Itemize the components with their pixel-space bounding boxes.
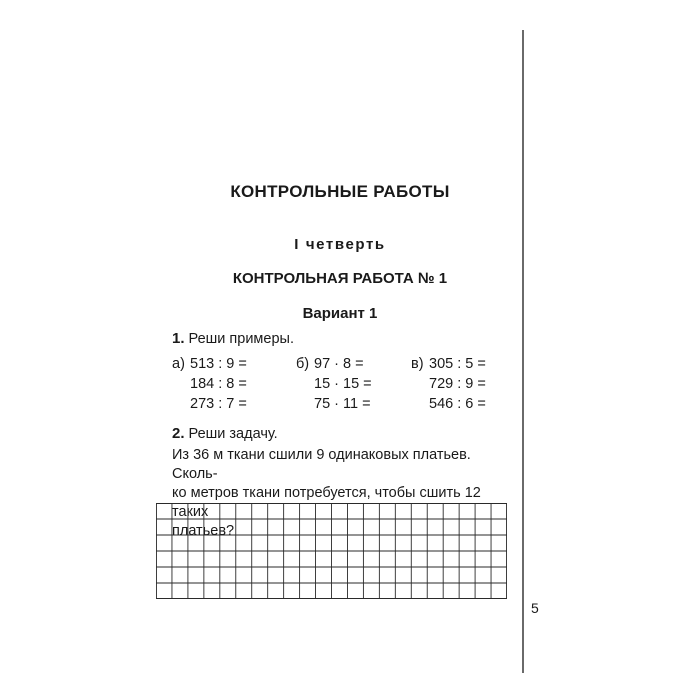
example: 184 : 8 = [190, 376, 247, 392]
column-label: а) [172, 356, 185, 372]
example: 305 : 5 = [429, 356, 486, 372]
problem-line: Из 36 м ткани сшили 9 одинаковых платьев. Сколь- [172, 447, 471, 482]
examples-column-v [411, 354, 486, 414]
problem-line: ко метров ткани потребуется, чтобы сшить 12 таких [172, 485, 481, 520]
section-title: КОНТРОЛЬНЫЕ РАБОТЫ [230, 182, 450, 201]
examples-column-b [296, 354, 372, 414]
example: 97 · 8 = [314, 356, 364, 372]
task-1-instruction: Реши примеры. [188, 331, 294, 347]
task-2-instruction: Реши задачу. [188, 426, 278, 442]
column-label: б) [296, 356, 310, 372]
task-1-header [172, 330, 294, 347]
example: 75 · 11 = [314, 396, 371, 412]
problem-line: платьев? [172, 523, 235, 539]
answer-grid [156, 503, 507, 599]
examples-column-a [172, 354, 247, 414]
page-number: 5 [531, 600, 539, 616]
example: 513 : 9 = [190, 356, 247, 372]
column-label: в) [411, 356, 424, 372]
example: 729 : 9 = [429, 376, 486, 392]
task-1-number: 1. [172, 330, 185, 347]
page-margin-rule [522, 30, 524, 673]
task-2-header [172, 425, 278, 442]
variant-heading: Вариант 1 [302, 305, 378, 322]
task-2-number: 2. [172, 425, 185, 442]
quarter-heading: I четверть [294, 236, 386, 253]
example: 15 · 15 = [314, 376, 372, 392]
example: 273 : 7 = [190, 396, 247, 412]
example: 546 : 6 = [429, 396, 486, 412]
test-title: КОНТРОЛЬНАЯ РАБОТА № 1 [232, 270, 448, 287]
